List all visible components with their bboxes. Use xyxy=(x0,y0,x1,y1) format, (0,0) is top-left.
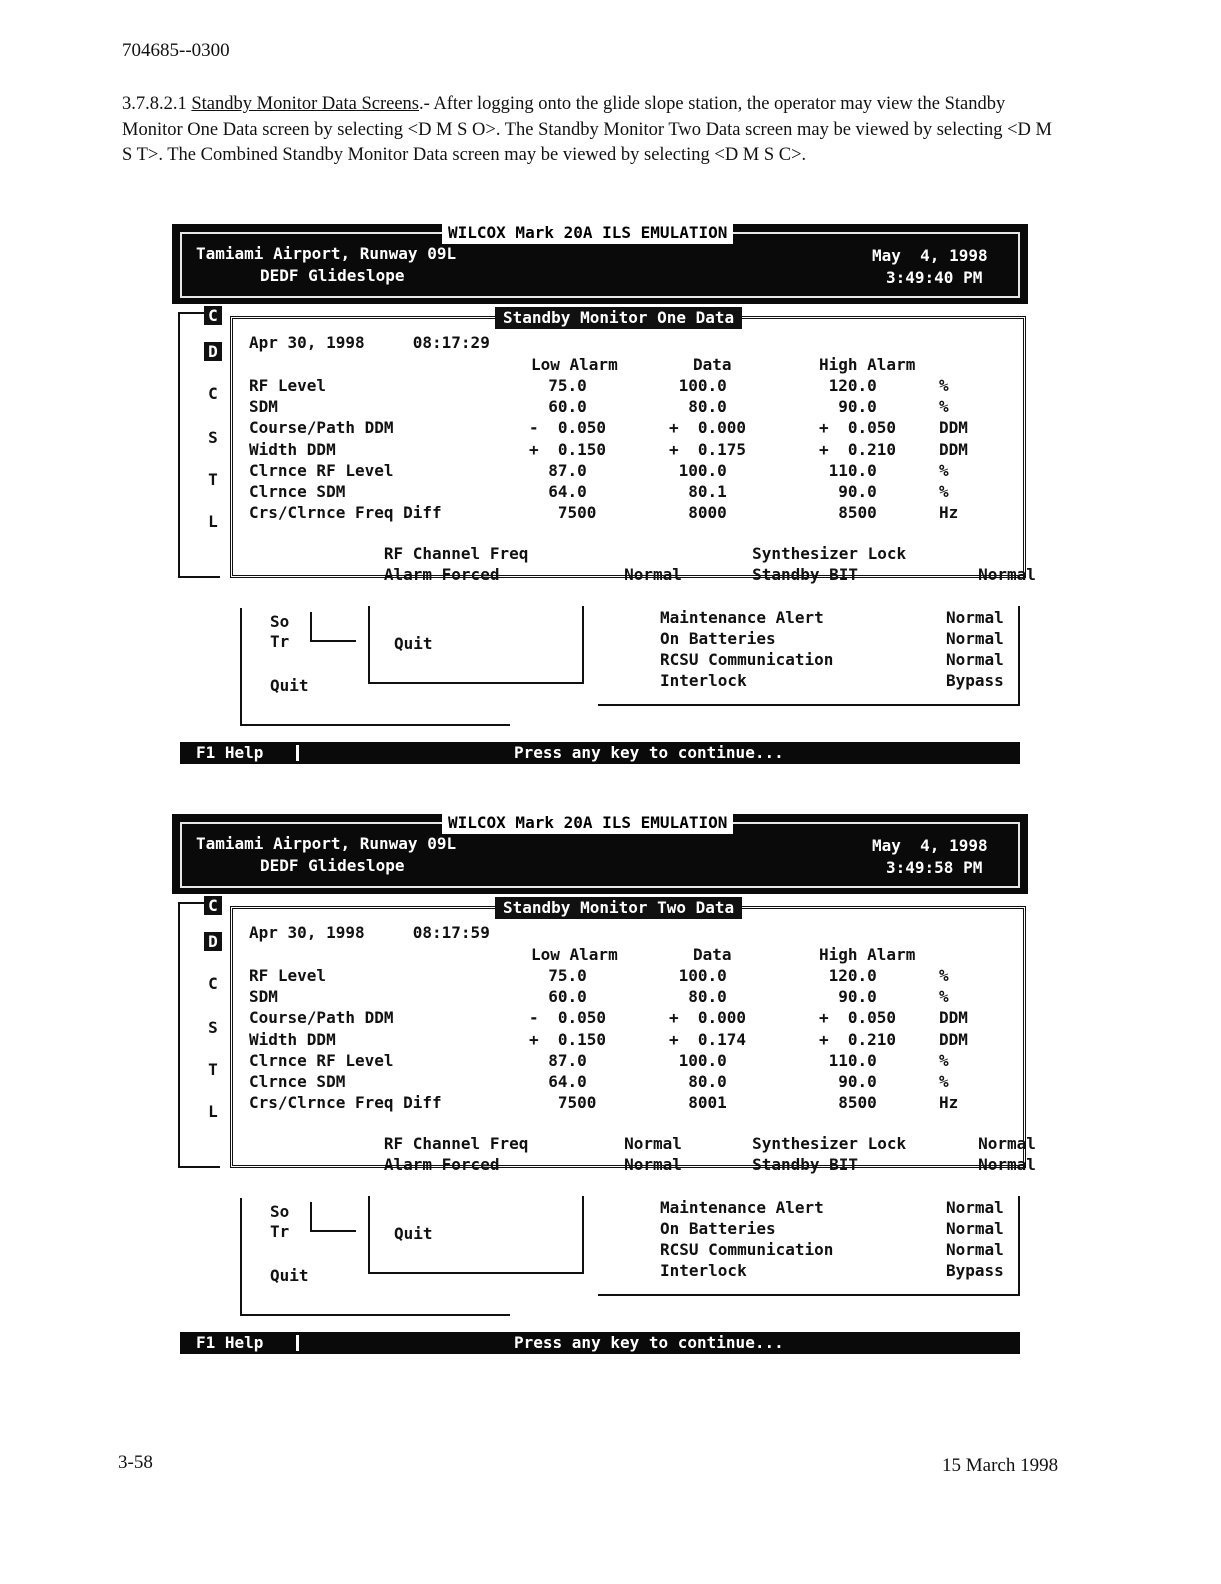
unit: DDM xyxy=(939,439,968,459)
table-row xyxy=(249,1050,979,1071)
high-alarm-value: 110.0 xyxy=(819,460,877,480)
page-number: 3-58 xyxy=(118,1452,153,1473)
low-alarm-value: 64.0 xyxy=(529,1072,587,1092)
data-value: 8001 xyxy=(669,1093,727,1113)
side-menu xyxy=(178,896,220,1168)
unit: % xyxy=(939,482,949,502)
status-value-2: Normal xyxy=(978,1155,1036,1174)
row-label: Clrnce RF Level xyxy=(249,460,394,480)
high-alarm-value: 110.0 xyxy=(819,1050,877,1070)
row-label: Course/Path DDM xyxy=(249,1008,394,1028)
status-label: RCSU Communication xyxy=(660,1240,834,1259)
status-label: RF Channel Freq xyxy=(326,544,529,563)
high-alarm-value: + 0.050 xyxy=(819,418,897,438)
station-status-row xyxy=(660,671,1004,690)
status-value: Normal xyxy=(946,1240,1004,1259)
site-name: Tamiami Airport, Runway 09L xyxy=(196,834,457,853)
menu-item-t[interactable]: T xyxy=(208,470,218,489)
high-alarm-value: 8500 xyxy=(819,1093,877,1113)
high-alarm-value: 120.0 xyxy=(819,966,877,986)
status-value: Bypass xyxy=(946,671,1004,690)
row-label: Course/Path DDM xyxy=(249,418,394,438)
low-alarm-value: 7500 xyxy=(529,1093,597,1113)
unit: % xyxy=(939,1050,949,1070)
high-alarm-value: 90.0 xyxy=(819,987,877,1007)
menu-item-l[interactable]: L xyxy=(208,1102,218,1121)
high-alarm-value: + 0.210 xyxy=(819,1029,897,1049)
panel-title: Standby Monitor One Data xyxy=(495,307,742,329)
panel-timestamp: Apr 30, 1998 08:17:29 xyxy=(249,333,490,352)
unit: % xyxy=(939,376,949,396)
terminal-screen-1 xyxy=(172,223,1036,762)
menu-item-s[interactable]: S xyxy=(208,428,218,447)
lower-section xyxy=(240,608,1026,728)
menu-item-s[interactable]: S xyxy=(208,1018,218,1037)
low-alarm-value: - 0.050 xyxy=(529,418,607,438)
low-alarm-value: 75.0 xyxy=(529,966,587,986)
inner-submenu-box xyxy=(368,606,584,684)
row-label: SDM xyxy=(249,397,278,417)
submenu-so[interactable]: So xyxy=(270,1202,290,1221)
status-value: Normal xyxy=(624,1155,682,1174)
section-title: Standby Monitor Data Screens xyxy=(191,94,419,114)
submenu-connector xyxy=(310,612,356,642)
row-label: SDM xyxy=(249,987,278,1007)
status-label: Alarm Forced xyxy=(326,1155,500,1174)
high-alarm-value: 90.0 xyxy=(819,397,877,417)
section-body: .- After logging onto the glide slope station, the operator may view the Standby Monitor One Data screen by selecting <D M S O>. The Standby Monitor Two Data screen may be viewed by selecting <D M S T>. The Combined Standby Monitor Data screen may be viewed by selecting <D M S C>. xyxy=(122,94,1052,165)
table-row xyxy=(249,1071,979,1092)
table-row xyxy=(249,1092,979,1113)
row-label: Width DDM xyxy=(249,1029,336,1049)
row-label: Clrnce SDM xyxy=(249,1072,346,1092)
status-value: Normal xyxy=(946,608,1004,627)
status-row xyxy=(249,1136,1036,1193)
status-value: Bypass xyxy=(946,1261,1004,1280)
low-alarm-value: 60.0 xyxy=(529,987,587,1007)
site-name: Tamiami Airport, Runway 09L xyxy=(196,244,457,263)
table-row xyxy=(249,481,979,502)
menu-item-l[interactable]: L xyxy=(208,512,218,531)
monitor-data-panel xyxy=(230,308,1036,584)
continue-prompt: Press any key to continue... xyxy=(514,1333,784,1352)
unit: % xyxy=(939,460,949,480)
table-row xyxy=(249,460,979,481)
data-value: + 0.175 xyxy=(669,439,747,459)
quit-option[interactable]: Quit xyxy=(270,676,309,695)
inner-submenu-box xyxy=(368,1196,584,1274)
status-label: RF Channel Freq xyxy=(326,1134,529,1153)
low-alarm-value: 60.0 xyxy=(529,397,587,417)
unit: % xyxy=(939,397,949,417)
row-label: RF Level xyxy=(249,376,327,396)
status-label: Interlock xyxy=(660,1261,747,1280)
data-value: 100.0 xyxy=(669,966,727,986)
menu-item-c-top[interactable]: C xyxy=(204,306,222,325)
menu-item-d[interactable]: D xyxy=(204,342,222,361)
high-alarm-value: + 0.210 xyxy=(819,439,897,459)
table-row xyxy=(249,986,979,1007)
station-status-row xyxy=(660,650,1004,669)
lower-section xyxy=(240,1198,1026,1318)
menu-item-c[interactable]: C xyxy=(208,384,218,403)
data-value: 80.1 xyxy=(669,482,727,502)
row-label: Clrnce SDM xyxy=(249,482,346,502)
status-label-2: Synthesizer Lock xyxy=(752,544,907,563)
station-status-row xyxy=(660,1198,1004,1217)
col-header-data: Data xyxy=(693,355,732,374)
function-key-bar xyxy=(180,1332,1020,1354)
status-value: Normal xyxy=(946,650,1004,669)
header-date: May 4, 1998 xyxy=(872,836,988,855)
status-value: Normal xyxy=(624,565,682,584)
low-alarm-value: 64.0 xyxy=(529,482,587,502)
unit: Hz xyxy=(939,1093,959,1113)
low-alarm-value: 87.0 xyxy=(529,1050,587,1070)
row-label: Crs/Clrnce Freq Diff xyxy=(249,1093,442,1113)
status-label-2: Standby BIT xyxy=(752,565,859,584)
high-alarm-value: 120.0 xyxy=(819,376,877,396)
table-row xyxy=(249,375,979,396)
submenu-so[interactable]: So xyxy=(270,612,290,631)
status-value: Normal xyxy=(946,1219,1004,1238)
high-alarm-value: 90.0 xyxy=(819,1072,877,1092)
table-row xyxy=(249,439,979,460)
header-date: May 4, 1998 xyxy=(872,246,988,265)
help-key[interactable]: F1 Help xyxy=(196,743,264,762)
low-alarm-value: 87.0 xyxy=(529,460,587,480)
col-header-data: Data xyxy=(693,945,732,964)
footer-date: 15 March 1998 xyxy=(942,1455,1059,1476)
high-alarm-value: 8500 xyxy=(819,503,877,523)
quit-option-inner[interactable]: Quit xyxy=(394,1224,433,1243)
section-paragraph xyxy=(122,92,1052,169)
table-row xyxy=(249,1007,979,1028)
status-value-2: Normal xyxy=(978,1134,1036,1153)
section-number: 3.7.8.2.1 xyxy=(122,94,187,114)
panel-title: Standby Monitor Two Data xyxy=(495,897,742,919)
table-row xyxy=(249,1029,979,1050)
unit: % xyxy=(939,987,949,1007)
quit-option[interactable]: Quit xyxy=(270,1266,309,1285)
unit: % xyxy=(939,966,949,986)
data-value: 100.0 xyxy=(669,460,727,480)
row-label: RF Level xyxy=(249,966,327,986)
menu-item-d[interactable]: D xyxy=(204,932,222,951)
station-status-row xyxy=(660,629,1004,648)
data-value: 100.0 xyxy=(669,376,727,396)
header-time: 3:49:58 PM xyxy=(886,858,983,877)
monitor-table xyxy=(249,375,979,523)
submenu-tr[interactable]: Tr xyxy=(270,632,290,651)
status-label-2: Synthesizer Lock xyxy=(752,1134,907,1153)
low-alarm-value: + 0.150 xyxy=(529,439,607,459)
station-status-row xyxy=(660,1240,1004,1259)
data-value: 100.0 xyxy=(669,1050,727,1070)
status-label: Alarm Forced xyxy=(326,565,500,584)
bar-divider xyxy=(296,745,299,761)
table-row xyxy=(249,502,979,523)
low-alarm-value: - 0.050 xyxy=(529,1008,607,1028)
table-row xyxy=(249,417,979,438)
screen-header xyxy=(172,224,1028,304)
status-label: RCSU Communication xyxy=(660,650,834,669)
status-label-2: Standby BIT xyxy=(752,1155,859,1174)
status-label: Interlock xyxy=(660,671,747,690)
quit-option-inner[interactable]: Quit xyxy=(394,634,433,653)
row-label: Crs/Clrnce Freq Diff xyxy=(249,503,442,523)
station-name: DEDF Glideslope xyxy=(260,266,405,285)
col-header-low-alarm: Low Alarm xyxy=(531,355,618,374)
menu-item-c[interactable]: C xyxy=(208,974,218,993)
unit: DDM xyxy=(939,418,968,438)
table-row xyxy=(249,965,979,986)
high-alarm-value: + 0.050 xyxy=(819,1008,897,1028)
submenu-connector xyxy=(310,1202,356,1232)
station-status-row xyxy=(660,608,1004,627)
high-alarm-value: 90.0 xyxy=(819,482,877,502)
help-key[interactable]: F1 Help xyxy=(196,1333,264,1352)
function-key-bar xyxy=(180,742,1020,764)
low-alarm-value: 7500 xyxy=(529,503,597,523)
menu-item-c-top[interactable]: C xyxy=(204,896,222,915)
low-alarm-value: + 0.150 xyxy=(529,1029,607,1049)
monitor-table xyxy=(249,965,979,1113)
station-status-box xyxy=(598,1196,1020,1296)
data-value: + 0.000 xyxy=(669,418,747,438)
data-value: 80.0 xyxy=(669,987,727,1007)
continue-prompt: Press any key to continue... xyxy=(514,743,784,762)
col-header-low-alarm: Low Alarm xyxy=(531,945,618,964)
row-label: Clrnce RF Level xyxy=(249,1050,394,1070)
unit: DDM xyxy=(939,1029,968,1049)
status-label: Maintenance Alert xyxy=(660,608,824,627)
status-label: On Batteries xyxy=(660,629,776,648)
station-name: DEDF Glideslope xyxy=(260,856,405,875)
station-status-row xyxy=(660,1219,1004,1238)
document-number: 704685--0300 xyxy=(122,40,230,61)
col-header-high-alarm: High Alarm xyxy=(819,355,916,374)
table-row xyxy=(249,396,979,417)
low-alarm-value: 75.0 xyxy=(529,376,587,396)
status-value: Normal xyxy=(946,1198,1004,1217)
unit: DDM xyxy=(939,1008,968,1028)
row-label: Width DDM xyxy=(249,439,336,459)
status-value: Normal xyxy=(946,629,1004,648)
submenu-tr[interactable]: Tr xyxy=(270,1222,290,1241)
status-label: On Batteries xyxy=(660,1219,776,1238)
screen-header xyxy=(172,814,1028,894)
unit: Hz xyxy=(939,503,959,523)
data-value: + 0.174 xyxy=(669,1029,747,1049)
station-status-box xyxy=(598,606,1020,706)
data-value: 80.0 xyxy=(669,397,727,417)
status-value: Normal xyxy=(624,1134,682,1153)
monitor-data-panel xyxy=(230,898,1036,1174)
status-label: Maintenance Alert xyxy=(660,1198,824,1217)
panel-timestamp: Apr 30, 1998 08:17:59 xyxy=(249,923,490,942)
col-header-high-alarm: High Alarm xyxy=(819,945,916,964)
header-time: 3:49:40 PM xyxy=(886,268,983,287)
station-status-row xyxy=(660,1261,1004,1280)
data-value: 8000 xyxy=(669,503,727,523)
menu-item-t[interactable]: T xyxy=(208,1060,218,1079)
unit: % xyxy=(939,1072,949,1092)
status-row xyxy=(249,546,1036,603)
header-title: WILCOX Mark 20A ILS EMULATION xyxy=(442,222,733,244)
terminal-screen-2 xyxy=(172,813,1036,1352)
data-value: 80.0 xyxy=(669,1072,727,1092)
status-value-2: Normal xyxy=(978,565,1036,584)
data-value: + 0.000 xyxy=(669,1008,747,1028)
side-menu xyxy=(178,306,220,578)
header-title: WILCOX Mark 20A ILS EMULATION xyxy=(442,812,733,834)
bar-divider xyxy=(296,1335,299,1351)
